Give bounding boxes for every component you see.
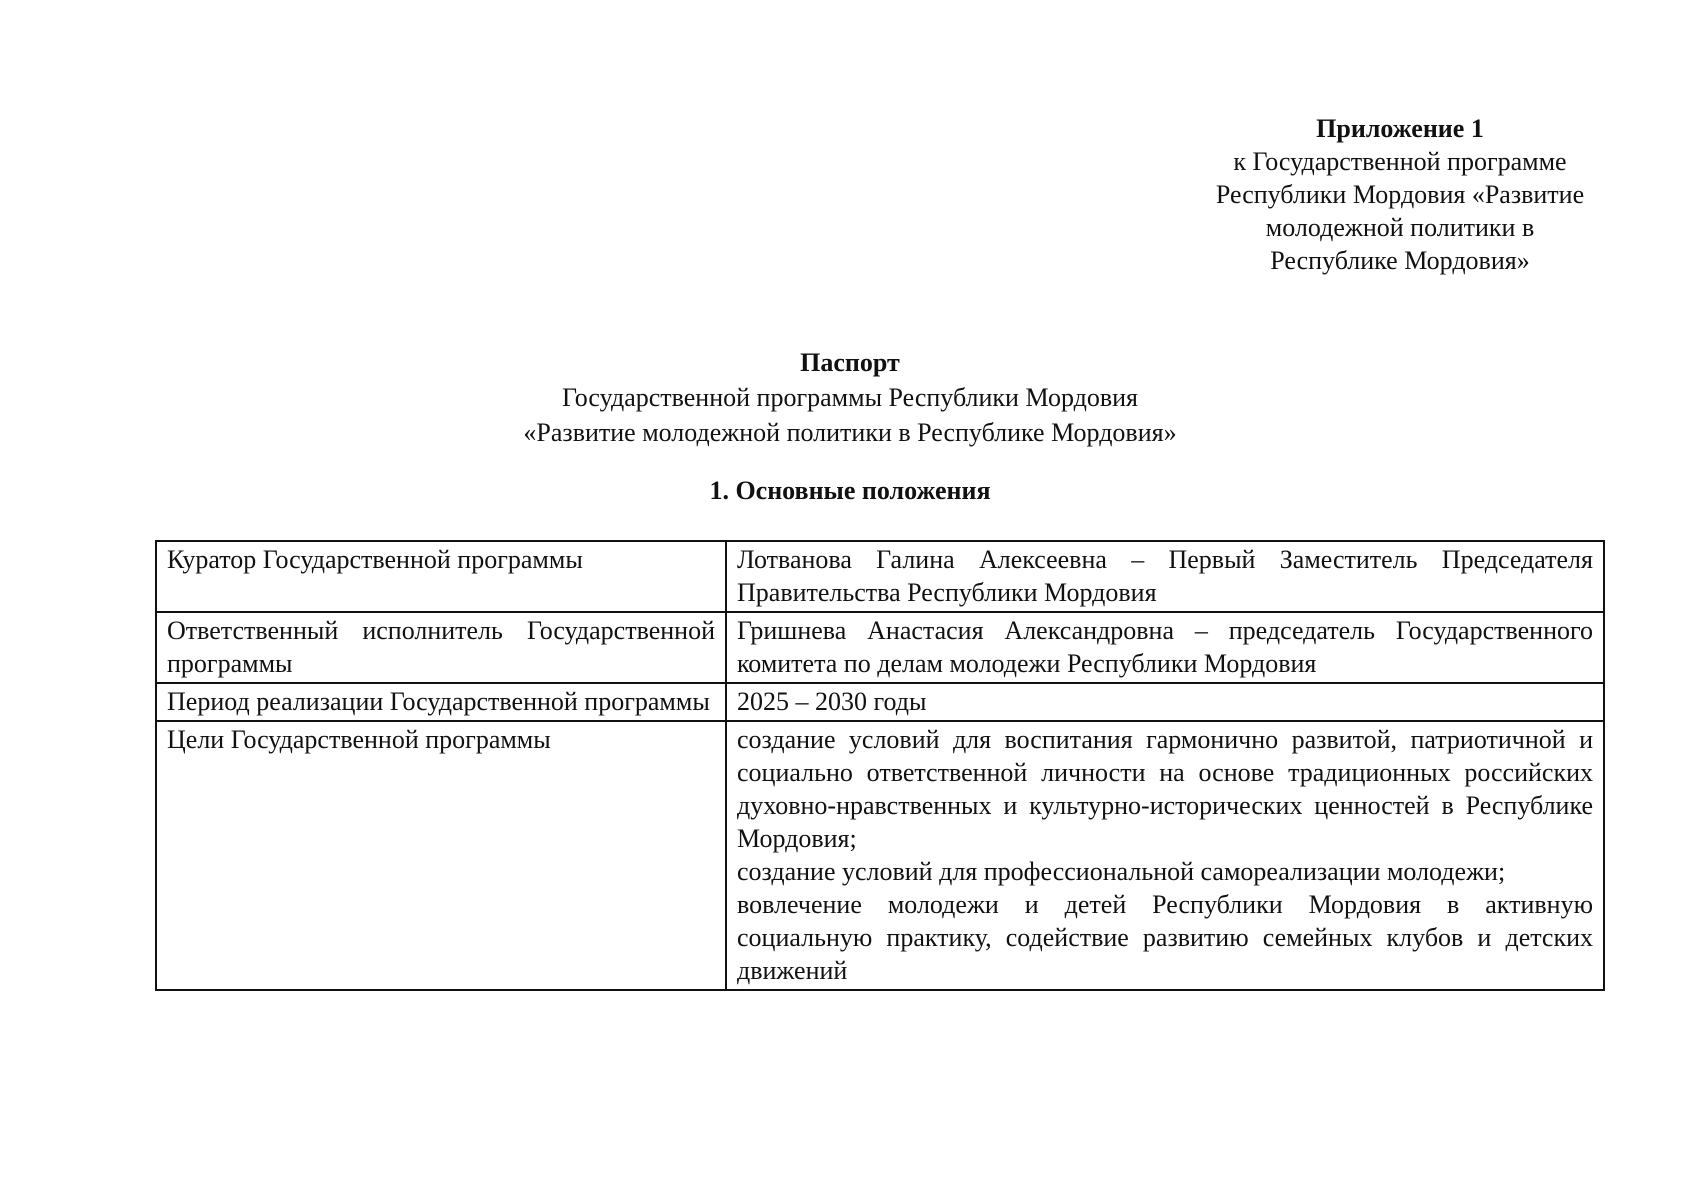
label-text: Период реализации Государственной программы (167, 687, 710, 716)
table-cell-label (156, 612, 726, 683)
table-cell-label (156, 683, 726, 721)
appendix-line: Республике Мордовия» (1270, 246, 1530, 275)
table-cell-value (726, 721, 1604, 990)
main-positions-table (155, 540, 1605, 991)
table-cell-label: Цели Государственной программы (156, 721, 726, 990)
section-heading: 1. Основные положения (709, 476, 991, 505)
goal-item: создание условий для воспитания гармонично развитой, патриотичной и социально ответственной личности на основе традиционных российских духовно-нравственных и культурно-исторических ценностей в Республике Мордовия; (737, 725, 1593, 853)
passport-subtitle: Государственной программы Республики Мордовия (562, 383, 1138, 412)
table-cell-label: Куратор Государственной программы (156, 541, 726, 612)
table-cell-value: Гришнева Анастасия Александровна – председатель Государственного комитета по делам молодежи Республики Мордовия (726, 612, 1604, 683)
goal-item: вовлечение молодежи и детей Республики Мордовия в активную социальную практику, содействие развитию семейных клубов и детских движений (737, 890, 1593, 985)
table-cell-value: Лотванова Галина Алексеевна – Первый Заместитель Председателя Правительства Республики Мордовия (726, 541, 1604, 612)
table-row (156, 683, 1604, 721)
table-row (156, 721, 1604, 990)
appendix-title: Приложение 1 (1316, 114, 1484, 143)
goal-item: создание условий для профессиональной самореализации молодежи; (737, 857, 1506, 886)
passport-subtitle: «Развитие молодежной политики в Республике Мордовия» (523, 418, 1177, 447)
appendix-line: Республики Мордовия «Развитие (1215, 180, 1585, 209)
table-row (156, 541, 1604, 612)
appendix-line: к Государственной программе (1233, 147, 1567, 176)
appendix-line: молодежной политики в (1265, 213, 1535, 242)
table-row (156, 612, 1604, 683)
appendix-block (1150, 112, 1650, 277)
passport-title: Паспорт (800, 348, 900, 377)
passport-header (150, 345, 1550, 450)
label-text: Ответственный исполнитель Государственной программы (167, 616, 715, 678)
table-cell-value: 2025 – 2030 годы (726, 683, 1604, 721)
